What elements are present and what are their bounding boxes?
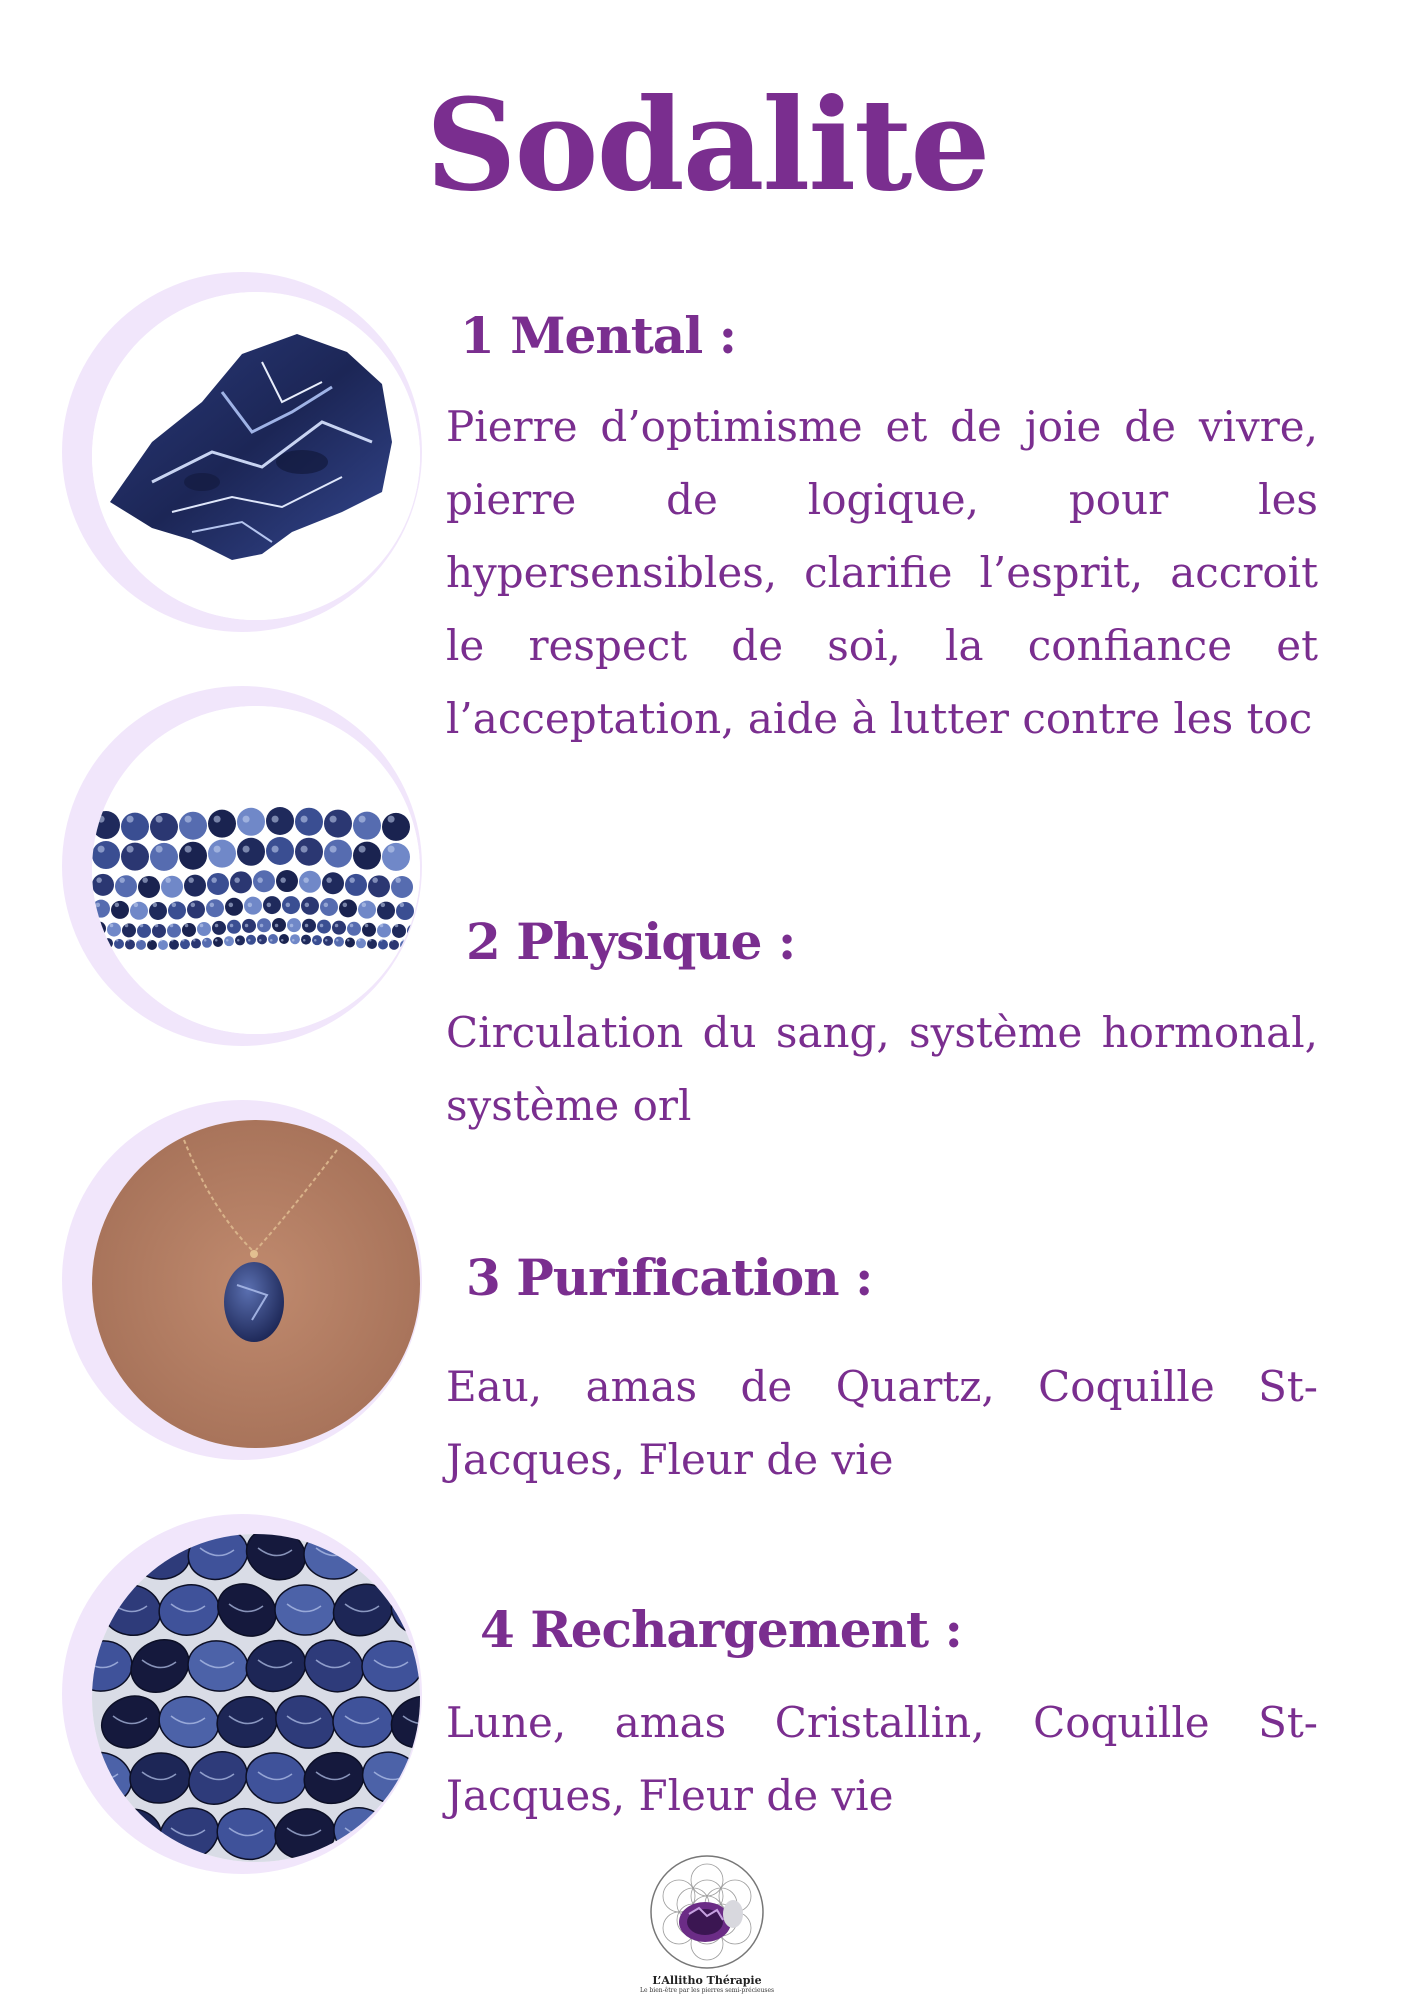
brand-logo [640,1852,774,1994]
sodalite-pendant-necklace-icon [92,1120,420,1448]
section-heading-rechargement: 4 Rechargement : [480,1600,962,1659]
brand-name: L’Allitho Thérapie [652,1974,762,1987]
section-text-physique: Circulation du sang, système hormonal, système orl [446,1008,1318,1130]
bead-strands-image-frame [62,686,422,1046]
section-text-rechargement: Lune, amas Cristallin, Coquille St-Jacques, Fleur de vie [446,1698,1318,1820]
pendant-image-frame [62,1100,422,1460]
raw-stone-image-frame [62,272,422,632]
section-text-mental: Pierre d’optimisme et de joie de vivre, pierre de logique, pour les hypersensibles, clarifie l’esprit, accroit le respect de soi, la confiance et l’acceptation, aide à lutter contre les toc [446,402,1318,743]
page-title: Sodalite [425,71,989,219]
section-heading-purification: 3 Purification : [466,1248,873,1307]
tumbled-sodalite-stones-icon [92,1534,420,1862]
brand-tagline: Le bien-être par les pierres semi-précieuses [640,1987,775,1994]
sodalite-bead-strands-icon [92,706,420,1034]
tumbled-stones-image-frame [62,1514,422,1874]
section-heading-mental: 1 Mental : [460,306,737,365]
flower-of-life-icon [647,1852,767,1972]
section-text-purification: Eau, amas de Quartz, Coquille St-Jacques, Fleur de vie [446,1362,1318,1484]
section-heading-physique: 2 Physique : [466,912,796,971]
raw-sodalite-stone-icon [92,292,420,620]
